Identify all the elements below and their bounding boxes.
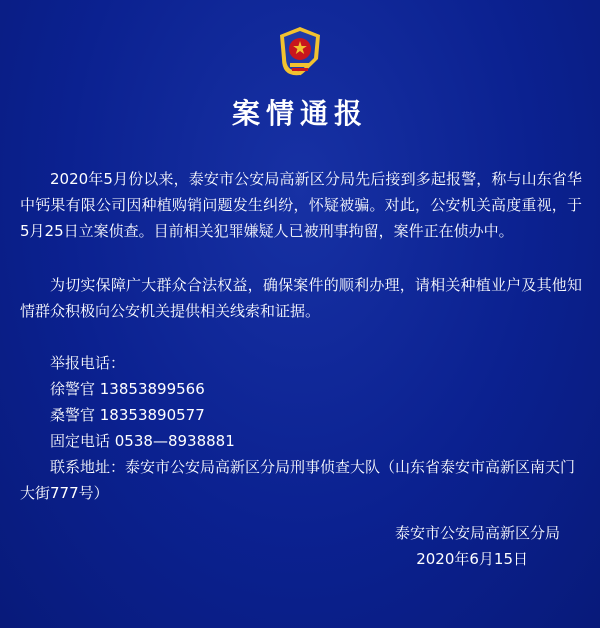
report-phone-heading: 举报电话： [50,354,126,372]
landline-phone: 固定电话 0538—8938881 [50,432,235,450]
officer-xu-phone: 徐警官 13853899566 [50,380,205,398]
officer-sang-phone: 桑警官 18353890577 [50,406,205,424]
appeal-paragraph: 为切实保障广大群众合法权益，确保案件的顺利办理，请相关种植业户及其他知情群众积极向公安机关提供相关线索和证据。 [20,276,582,320]
notice-title: 案情通报 [231,97,368,130]
case-description-paragraph: 2020年5月份以来，泰安市公安局高新区分局先后接到多起报警，称与山东省华中钙果有限公司因种植购销问题发生纠纷，怀疑被骗。对此，公安机关高度重视，于5月25日立案侦查。目前相关犯罪嫌疑人已被刑事拘留，案件正在侦办中。 [20,170,582,240]
signature-date: 2020年6月15日 [416,550,528,568]
police-emblem-icon [276,25,324,77]
contact-address: 联系地址：泰安市公安局高新区分局刑事侦查大队（山东省泰安市高新区南天门大街777号） [20,458,576,502]
signature-organization: 泰安市公安局高新区分局 [394,524,560,542]
